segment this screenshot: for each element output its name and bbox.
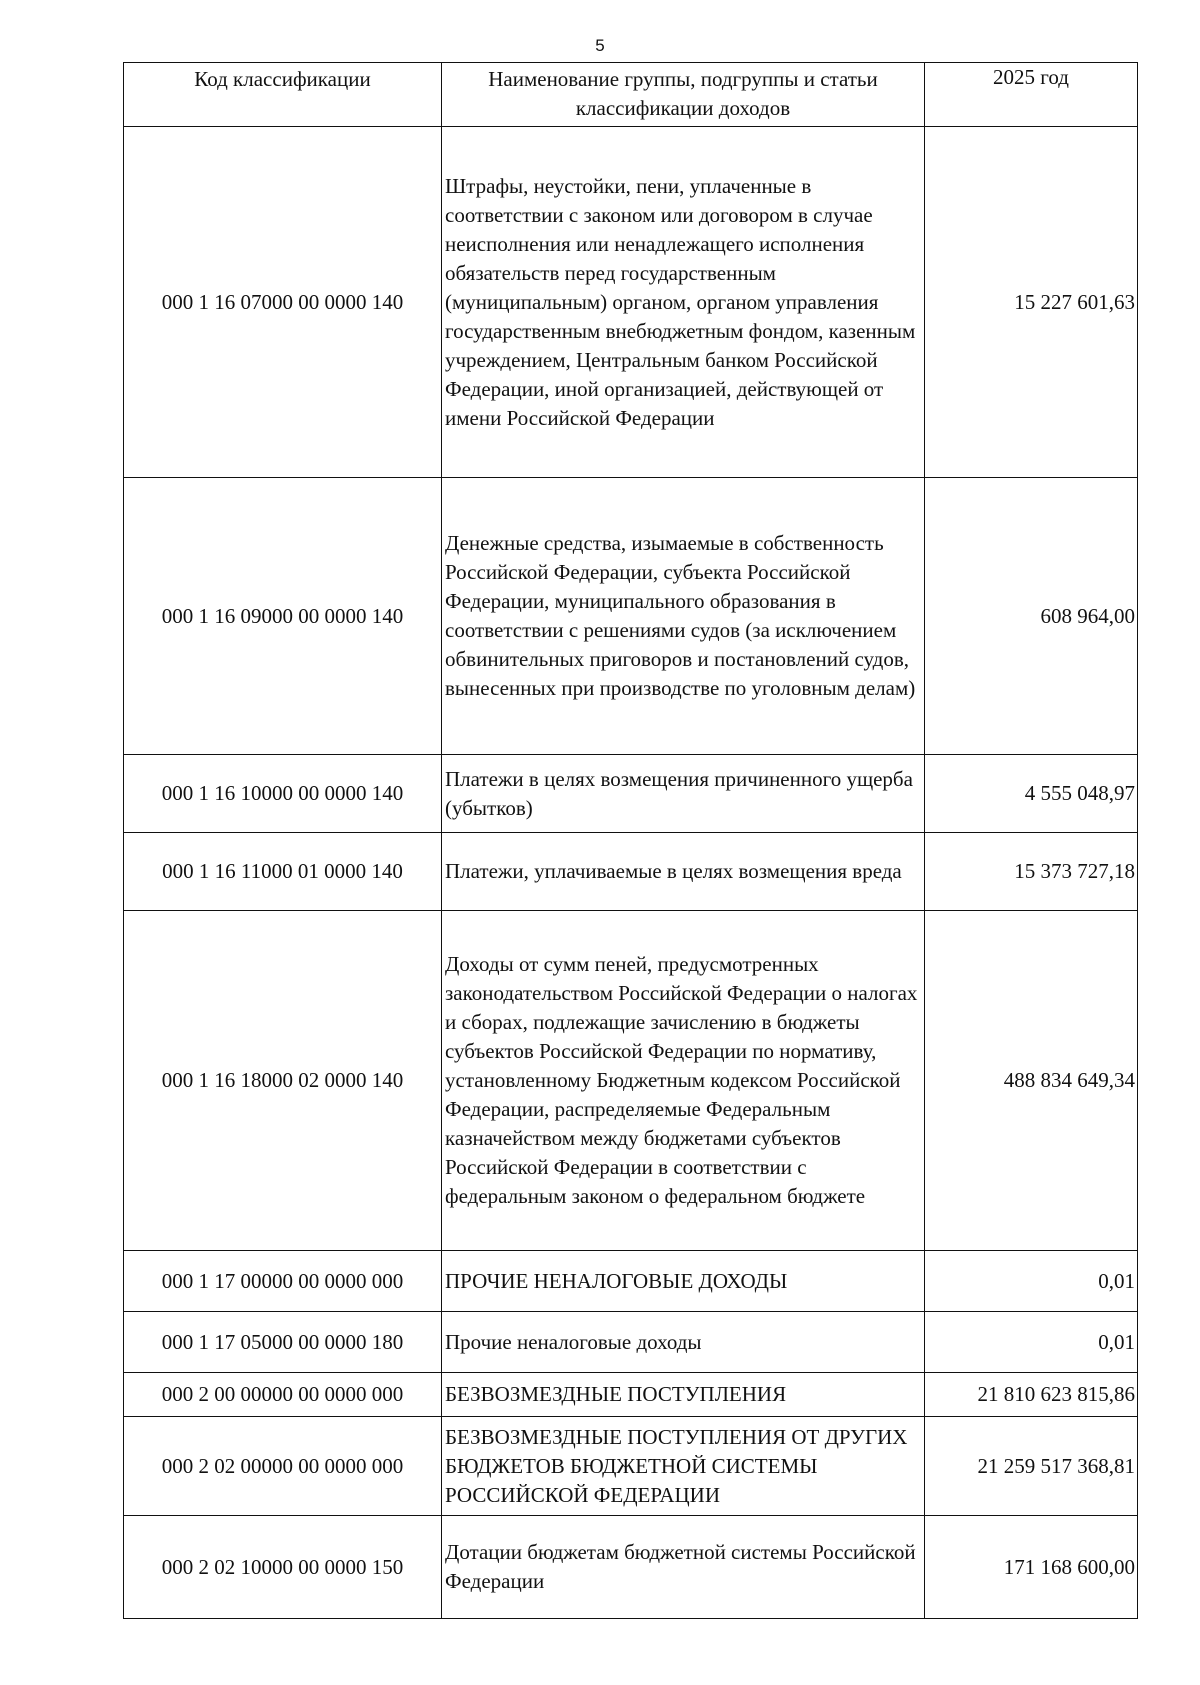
row-name: Денежные средства, изымаемые в собственность Российской Федерации, субъекта Российской Федерации, муниципального образования в соответствии с решениями судов (за исключением обвинительных приговоров и постановлений судов, вынесенных при производстве по уголовным делам) xyxy=(442,478,925,755)
row-code: 000 2 00 00000 00 0000 000 xyxy=(124,1373,442,1417)
row-name: БЕЗВОЗМЕЗДНЫЕ ПОСТУПЛЕНИЯ xyxy=(442,1373,925,1417)
row-code: 000 1 16 07000 00 0000 140 xyxy=(124,127,442,478)
header-code: Код классификации xyxy=(124,63,442,127)
row-amount: 15 227 601,63 xyxy=(925,127,1138,478)
row-name: Штрафы, неустойки, пени, уплаченные в соответствии с законом или договором в случае неисполнения или ненадлежащего исполнения обязательств перед государственным (муниципальным) органом, органом управления государственным внебюджетным фондом, казенным учреждением, Центральным банком Российской Федерации, иной организацией, действующей от имени Российской Федерации xyxy=(442,127,925,478)
table-row xyxy=(124,1312,1138,1373)
row-code: 000 1 17 00000 00 0000 000 xyxy=(124,1251,442,1312)
row-amount: 608 964,00 xyxy=(925,478,1138,755)
row-amount: 4 555 048,97 xyxy=(925,755,1138,833)
row-code: 000 2 02 00000 00 0000 000 xyxy=(124,1417,442,1516)
row-name: БЕЗВОЗМЕЗДНЫЕ ПОСТУПЛЕНИЯ ОТ ДРУГИХ БЮДЖЕТОВ БЮДЖЕТНОЙ СИСТЕМЫ РОССИЙСКОЙ ФЕДЕРАЦИИ xyxy=(442,1417,925,1516)
row-code: 000 1 16 10000 00 0000 140 xyxy=(124,755,442,833)
row-code: 000 2 02 10000 00 0000 150 xyxy=(124,1516,442,1619)
row-code: 000 1 16 09000 00 0000 140 xyxy=(124,478,442,755)
table-row xyxy=(124,1251,1138,1312)
row-code: 000 1 16 18000 02 0000 140 xyxy=(124,911,442,1251)
row-amount: 15 373 727,18 xyxy=(925,833,1138,911)
row-amount: 171 168 600,00 xyxy=(925,1516,1138,1619)
table-row xyxy=(124,755,1138,833)
table-row xyxy=(124,1417,1138,1516)
table-row xyxy=(124,478,1138,755)
table-header-row xyxy=(124,63,1138,127)
row-name: Прочие неналоговые доходы xyxy=(442,1312,925,1373)
table-row xyxy=(124,1516,1138,1619)
header-year: 2025 год xyxy=(925,63,1138,127)
row-code: 000 1 16 11000 01 0000 140 xyxy=(124,833,442,911)
row-amount: 0,01 xyxy=(925,1251,1138,1312)
row-name: Доходы от сумм пеней, предусмотренных законодательством Российской Федерации о налогах и сборах, подлежащие зачислению в бюджеты субъектов Российской Федерации по нормативу, установленному Бюджетным кодексом Российской Федерации, распределяемые Федеральным казначейством между бюджетами субъектов Российской Федерации в соответствии с федеральным законом о федеральном бюджете xyxy=(442,911,925,1251)
row-amount: 21 810 623 815,86 xyxy=(925,1373,1138,1417)
table-row xyxy=(124,1373,1138,1417)
row-name: ПРОЧИЕ НЕНАЛОГОВЫЕ ДОХОДЫ xyxy=(442,1251,925,1312)
row-name: Платежи в целях возмещения причиненного ущерба (убытков) xyxy=(442,755,925,833)
row-name: Платежи, уплачиваемые в целях возмещения вреда xyxy=(442,833,925,911)
row-amount: 0,01 xyxy=(925,1312,1138,1373)
table-row xyxy=(124,127,1138,478)
page-number: 5 xyxy=(595,36,605,55)
income-classification-table xyxy=(123,62,1138,1619)
table-row xyxy=(124,833,1138,911)
row-amount: 21 259 517 368,81 xyxy=(925,1417,1138,1516)
row-code: 000 1 17 05000 00 0000 180 xyxy=(124,1312,442,1373)
row-amount: 488 834 649,34 xyxy=(925,911,1138,1251)
header-name: Наименование группы, подгруппы и статьи классификации доходов xyxy=(442,63,925,127)
row-name: Дотации бюджетам бюджетной системы Российской Федерации xyxy=(442,1516,925,1619)
table-row xyxy=(124,911,1138,1251)
